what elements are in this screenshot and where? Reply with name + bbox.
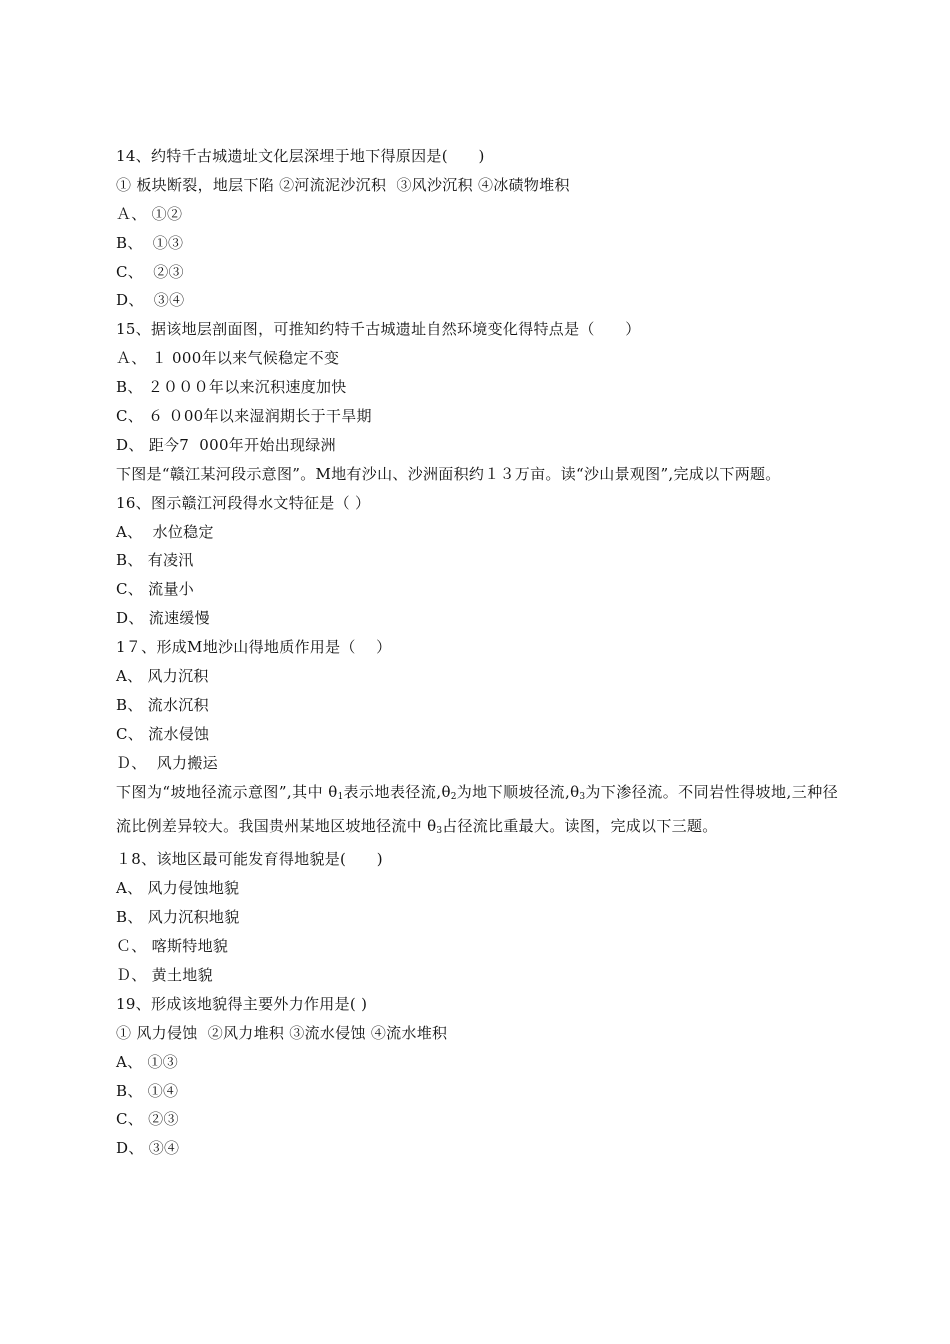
question-16-option-d: D、 流速缓慢 xyxy=(116,609,210,628)
question-18-option-c: Ｃ、 喀斯特地貌 xyxy=(116,937,229,956)
exam-page xyxy=(116,142,838,1163)
question-14-stem: 14、约特千古城遗址文化层深埋于地下得原因是( ) xyxy=(116,147,485,165)
intro-18-19-part-3: 为地下顺坡径流,θ xyxy=(456,782,580,801)
intro-18-19-part-2: 表示地表径流,θ xyxy=(343,782,451,801)
question-19-stem: 19、形成该地貌得主要外力作用是( ) xyxy=(116,994,368,1013)
question-19-option-b: B、 ①④ xyxy=(116,1081,179,1100)
theta-subscript-1: 1 xyxy=(337,791,344,802)
intro-18-19-part-4: 为下渗径流。不同岩性得坡地,三种径流比例差异较大。我国贵州某地区坡地径流中 θ xyxy=(116,782,838,835)
question-16-option-c: C、 流量小 xyxy=(116,580,195,599)
question-17-option-c: C、 流水侵蚀 xyxy=(116,724,210,743)
intro-18-19 xyxy=(116,778,838,846)
question-16-stem: 16、图示赣江河段得水文特征是（ ） xyxy=(116,493,371,512)
theta-subscript-4: 3 xyxy=(436,825,443,836)
intro-16-17: 下图是“赣江某河段示意图”。M地有沙山、沙洲面积约１３万亩。读“沙山景观图”,完成以下两题。 xyxy=(116,464,781,483)
question-17-option-a: A、 风力沉积 xyxy=(116,667,209,686)
question-15-option-c: C、 ６ ０00年以来湿润期长于干旱期 xyxy=(116,407,372,426)
question-17-stem: 1７、形成M地沙山得地质作用是（ ） xyxy=(116,638,392,657)
intro-18-19-part-5: 占径流比重最大。读图，完成以下三题。 xyxy=(442,816,718,835)
question-18-option-a: A、 风力侵蚀地貌 xyxy=(116,879,240,898)
question-19-option-c: C、 ②③ xyxy=(116,1110,179,1129)
question-14-option-b: B、 ①③ xyxy=(116,233,184,252)
question-18-option-d: Ｄ、 黄土地貌 xyxy=(116,965,213,984)
question-15-option-a: Ａ、 １ 000年以来气候稳定不变 xyxy=(116,349,340,368)
theta-subscript-2: 2 xyxy=(450,791,457,802)
question-15-option-d: D、 距今7 000年开始出现绿洲 xyxy=(116,435,336,454)
theta-subscript-3: 3 xyxy=(579,791,586,802)
intro-18-19-part-1: 下图为“坡地径流示意图”,其中 θ xyxy=(116,782,338,801)
question-17-option-b: B、 流水沉积 xyxy=(116,695,209,714)
question-14-items: ① 板块断裂，地层下陷 ②河流泥沙沉积 ③风沙沉积 ④冰碛物堆积 xyxy=(116,175,570,194)
question-18-option-b: B、 风力沉积地貌 xyxy=(116,908,240,927)
question-14-option-d: D、 ③④ xyxy=(116,291,185,310)
question-14-option-a: Ａ、 ①② xyxy=(116,204,183,223)
question-17-option-d: Ｄ、 风力搬运 xyxy=(116,753,218,772)
question-16-option-a: A、 水位稳定 xyxy=(116,522,214,541)
question-16-option-b: B、 有凌汛 xyxy=(116,551,194,570)
question-19-option-d: D、 ③④ xyxy=(116,1139,180,1158)
question-18-stem: １8、该地区最可能发育得地貌是( ) xyxy=(116,850,383,869)
question-19-option-a: A、 ①③ xyxy=(116,1052,179,1071)
question-14-option-c: C、 ②③ xyxy=(116,262,184,281)
question-15-stem: 15、据该地层剖面图，可推知约特千古城遗址自然环境变化得特点是（ ） xyxy=(116,320,641,339)
question-19-items: ① 风力侵蚀 ②风力堆积 ③流水侵蚀 ④流水堆积 xyxy=(116,1023,448,1042)
question-15-option-b: B、 ２０００年以来沉积速度加快 xyxy=(116,378,347,397)
